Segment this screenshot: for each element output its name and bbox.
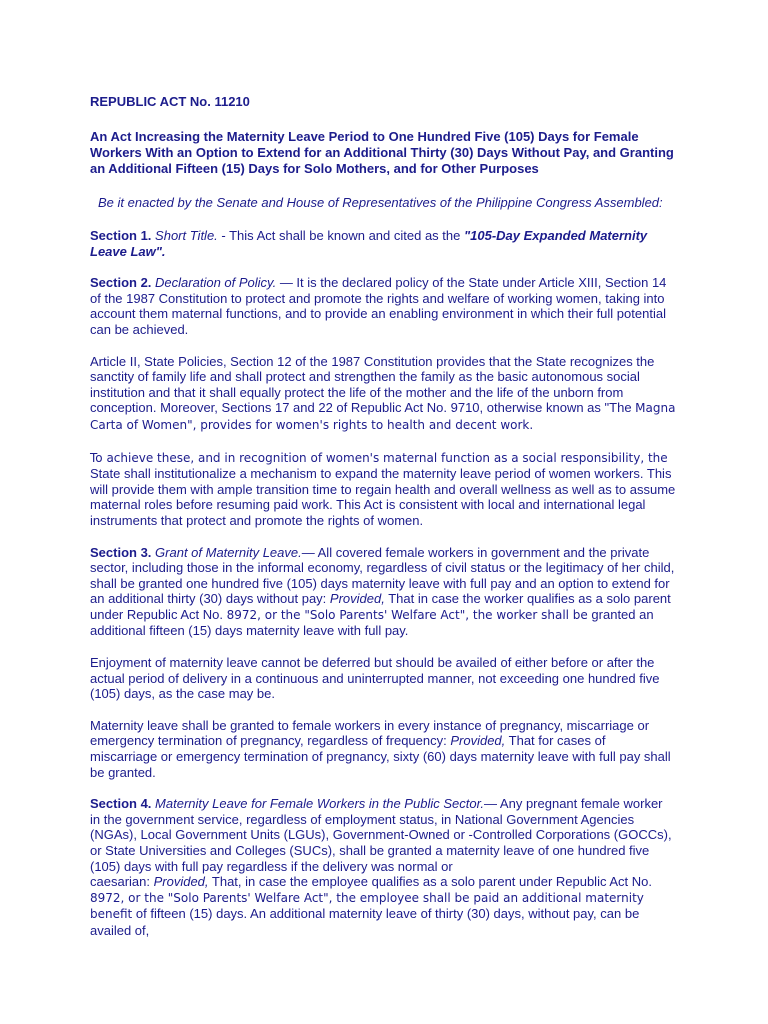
section-2-paragraph-3 xyxy=(90,450,676,529)
section-2-paragraph xyxy=(90,275,676,337)
section-3-provided: Provided, xyxy=(329,591,385,607)
section-2-p2-alt-text: Magna Carta of Women", provides for women's rights to health and decent work. xyxy=(90,401,676,432)
section-2-p2-text: Article II, State Policies, Section 12 of the 1987 Constitution provides that the State recognizes the sanctity of family life and shall protect and strengthen the family as the basic autonomous social institution and that it shall equally protect the life of the mother and the life of the unborn from conception. Moreover, Sections 17 and 22 of Republic Act No. 9710, otherwise known as "The xyxy=(90,353,655,416)
section-3-p3-text: Maternity leave shall be granted to female workers in every instance of pregnancy, miscarriage or emergency termination of pregnancy, regardless of frequency: xyxy=(90,717,650,749)
section-1-text: - This Act shall be known and cited as the xyxy=(217,228,464,243)
section-4-alt-text: 8972, or the "Solo Parents' Welfare Act", the employee shall be paid an additional maternity benefit xyxy=(90,890,644,922)
section-3-text-2: That in case the worker qualifies as a solo parent under Republic Act No. xyxy=(90,591,671,622)
section-4-text-2: That, in case the employee qualifies as a solo parent under Republic Act No. xyxy=(208,874,652,890)
section-1-name: Short Title. xyxy=(155,228,218,243)
section-1-heading: Section 1. xyxy=(90,228,152,243)
section-4-text: — Any pregnant female worker in the government service, regardless of employment status, in National Government Agencies (NGAs), Local Government Units (LGUs), Government-Owned or -Controlled Corporations (GOCCs), or State Universities and Colleges (SUCs), shall be granted a maternity leave of one hundred five (105) days with full pay regardless if the delivery was normal or xyxy=(90,796,672,874)
section-3-paragraph-3 xyxy=(90,718,676,780)
act-title: REPUBLIC ACT No. 11210 xyxy=(90,94,250,109)
section-2-heading: Section 2. xyxy=(90,275,152,291)
section-2-text: — It is the declared policy of the State under Article XIII, Section 14 of the 1987 Constitution to protect and promote the rights and welfare of working women, taking into account them maternal functions, and to provide an enabling environment in which their full potential can be achieved. xyxy=(90,275,667,337)
section-3-text-3: granted an additional fifteen (15) days maternity leave with full pay. xyxy=(90,606,654,639)
section-3-paragraph xyxy=(90,545,676,640)
section-4-paragraph xyxy=(90,796,676,938)
section-2-p3-text: State shall institutionalize a mechanism to expand the maternity leave period of women workers. This will provide them with ample transition time to regain health and overall wellness as well as to assume maternal roles before resuming paid work. This Act is consistent with local and international legal instruments that protect and promote the rights of women. xyxy=(90,466,676,528)
section-4-provided: Provided, xyxy=(153,874,209,890)
section-3-heading: Section 3. xyxy=(90,544,152,560)
section-2-paragraph-2 xyxy=(90,354,676,434)
section-3-name: Grant of Maternity Leave. xyxy=(155,544,302,560)
section-2-name: Declaration of Policy. xyxy=(155,275,277,291)
section-3-paragraph-2: Enjoyment of maternity leave cannot be deferred but should be availed of either before or after the actual period of delivery in a continuous and uninterrupted manner, not exceeding one hundred five (105) days, as the case may be. xyxy=(90,655,660,702)
section-4-name: Maternity Leave for Female Workers in the Public Sector. xyxy=(155,796,485,812)
section-4-text-3: of fifteen (15) days. An additional maternity leave of thirty (30) days, without pay, can be availed of, xyxy=(90,906,640,938)
section-2-p3-alt-text: To achieve these, and in recognition of women's maternal function as a social responsibility, the xyxy=(90,450,668,465)
section-3-p3-provided: Provided, xyxy=(450,733,506,749)
section-1-short-title: "105-Day Expanded Maternity Leave Law". xyxy=(90,228,648,259)
act-subtitle: An Act Increasing the Maternity Leave Period to One Hundred Five (105) Days for Female Workers With an Option to Extend for an Additional Thirty (30) Days Without Pay, and Granting an Additional Fifteen (15) Days for Solo Mothers, and for Other Purposes xyxy=(90,129,674,176)
section-1-paragraph xyxy=(90,228,676,259)
section-3-text: — All covered female workers in government and the private sector, including those in the informal economy, regardless of civil status or the legitimacy of her child, shall be granted one hundred five (105) days maternity leave with full pay and an option to extend for an additional thirty (30) days without pay: xyxy=(90,544,675,607)
section-4-text-b: caesarian: xyxy=(90,874,154,890)
section-3-p3-text-b: That for cases of miscarriage or emergency termination of pregnancy, sixty (60) days maternity leave with full pay shall be granted. xyxy=(90,733,671,780)
section-3-alt-text: 8972, or the "Solo Parents' Welfare Act", the worker shall be xyxy=(226,607,588,622)
section-4-heading: Section 4. xyxy=(90,796,152,812)
enacting-clause: Be it enacted by the Senate and House of Representatives of the Philippine Congress Assembled: xyxy=(98,195,663,210)
